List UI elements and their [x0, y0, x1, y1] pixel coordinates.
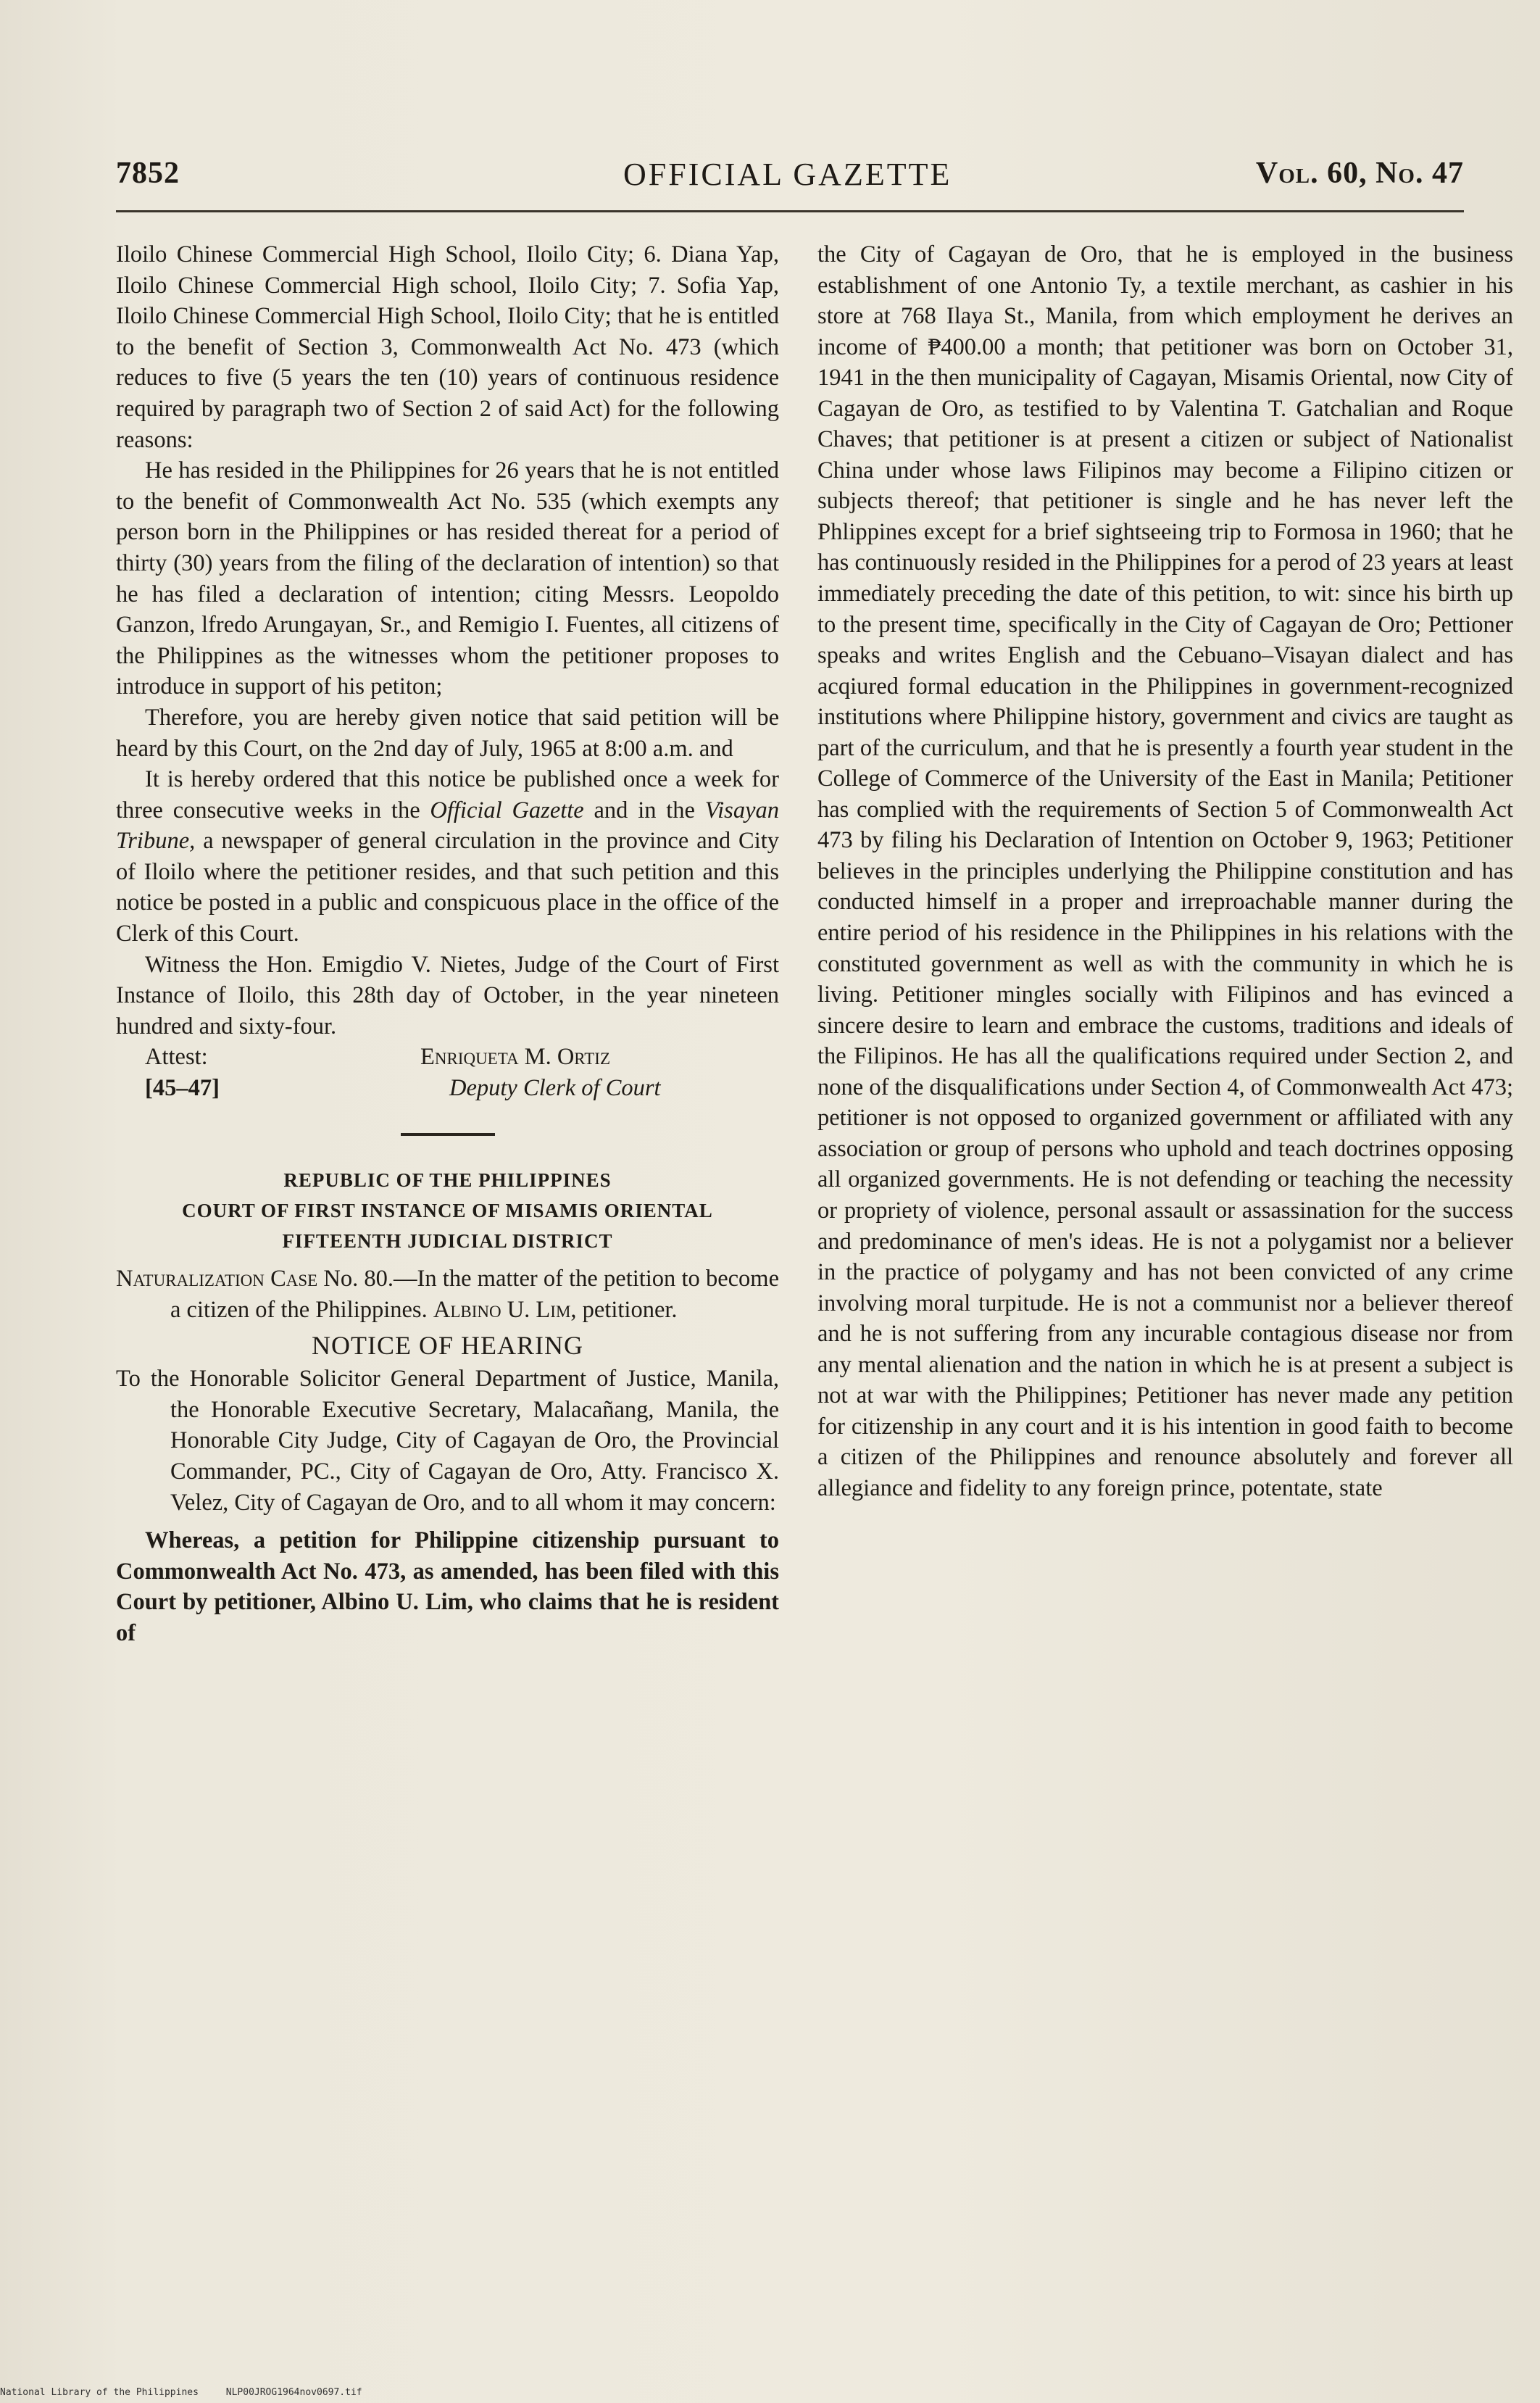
scan-filename: NLP00JROG1964nov0697.tif — [225, 2387, 362, 2398]
case-title: Naturalization Case No. 80.—In the matter of the petition to become a citizen of the Philippines. Albino U. Lim, petitioner. — [116, 1266, 780, 1324]
publication-title: OFFICIAL GAZETTE — [623, 157, 952, 192]
signatory-title: Deputy Clerk of Court — [449, 1075, 661, 1102]
attest-row-2 — [116, 1073, 779, 1104]
library-credit: National Library of the Philippines — [0, 2387, 199, 2398]
petition-body: the City of Cagayan de Oro, that he is employed in the business establishment of one Antonio Ty, a textile merchant, as cashier in his store at 768 Ilaya St., Manila, from which employment he derives an income of ₱400.00 a month; that petitioner was born on October 31, 1941 in the then municipality of Cagayan, Misamis Oriental, now City of Cagayan de Oro, as testified to by Valentina T. Gatchalian and Roque Chaves; that petitioner is at present a citizen or subject of Nationalist China under whose laws Filipinos may become a Filipino citizen or subjects thereof; that petitioner is single and he has never left the Phlippines except for a brief sightseeing trip to Formosa in 1960; that he has continuously resided in the Philippines for a perod of 23 years at least immediately preceding the date of this petition, to wit: since his birth up to the present time, specifically in the City of Cagayan de Oro; Pettioner speaks and writes English and the Cebuano–Visayan dialect and has acqiured formal education in the Philippines in government-recognized institutions where Philippine history, government and civics are taught as part of the curriculum, and that he is presently a fourth year student in the College of Commerce of the University of the East in Manila; Petitioner has complied with the requirements of Section 5 of Commonwealth Act 473 by filing his Declaration of Intention on October 9, 1963; Petitioner believes in the principles underlying the Philippine constitution and has conducted himself in a proper and irreproachable manner during the entire period of his residence in the Philippines in his relations with the constituted government as well as with the community in which he is living. Petitioner mingles socially with Filipinos and has evinced a sincere desire to learn and embrace the customs, traditions and ideals of the Filipinos. He has all the qualifications required under Section 2, and none of the disqualifications under Section 4, of Commonwealth Act 473; petitioner is not opposed to organized government or affiliated with any association or group of persons who uphold and teach doctrines opposing all organized governments. He is not defending or teaching the necessity or propriety of violence, personal assault or assassination for the success and predominance of men's ideas. He is not a polygamist nor a believer in the practice of polygamy and has not been convicted of any crime involving moral turpitude. He is not a communist nor a believer thereof and he is not suffering from any incurable contagious disease nor from any mental alienation and the nation in which he is at present a subject is not at war with the Philippines; Petitioner has never made any petition for citizenship in any court and it is his intention in good faith to become a citizen of the Philippines and renounce absolutely and forever all allegiance and fidelity to any foreign prince, potentate, state — [817, 241, 1513, 1501]
paragraph-witness: Witness the Hon. Emigdio V. Nietes, Judge of the Court of First Instance of Iloilo, this 28th day of October, in the year nineteen hundred and sixty-four. — [116, 951, 779, 1039]
attest-signatory: Enriqueta M. Ortiz — [420, 1044, 611, 1071]
attest-row — [116, 1042, 779, 1073]
court-caption: REPUBLIC OF THE PHILIPPINES COURT OF FIRST INSTANCE OF MISAMIS ORIENTAL FIFTEENTH JUDICIAL DISTRICT — [182, 1169, 713, 1253]
whereas-paragraph: Whereas, a petition for Philippine citizenship pursuant to Commonwealth Act No. 473, as amended, has been filed with this Court by petitioner, Albino U. Lim, who claims that he is resident of — [116, 1527, 779, 1646]
left-column — [116, 239, 779, 1649]
section-divider — [401, 1133, 495, 1136]
paragraph-publication-order: It is hereby ordered that this notice be published once a week for three consecutive weeks in the Official Gazette and in the Visayan Tribune, a newspaper of general circulation in the province and City of Iloilo where the petitioner resides, and that such petition and this notice be posted in a public and conspicuous place in the office of the Clerk of this Court. — [116, 766, 780, 947]
paragraph-residence: He has resided in the Philippines for 26 years that he is not entitled to the benefit of Commonwealth Act No. 535 (which exempts any person born in the Philippines or has resided thereat for a period of thirty (30) years from the filing of the declaration of intention) so that he has filed a declaration of intention; citing Messrs. Leopoldo Ganzon, lfredo Arungayan, Sr., and Remigio I. Fuentes, all citizens of the Philippines as the witnesses whom the petitioner proposes to introduce in support of his petiton; — [116, 457, 779, 700]
volume-issue: Vol. 60, No. 47 — [1255, 157, 1464, 190]
paragraph-hearing-date: Therefore, you are hereby given notice that said petition will be heard by this Court, on the 2nd day of July, 1965 at 8:00 a.m. and — [116, 704, 779, 762]
page-header — [116, 156, 1464, 199]
official-gazette-ref: Official Gazette — [430, 797, 584, 823]
attest-label: Attest: — [145, 1044, 208, 1071]
visayan-tribune-ref: Visayan Tribune, — [116, 797, 779, 855]
paragraph-dependents: Iloilo Chinese Commercial High School, Iloilo City; 6. Diana Yap, Iloilo Chinese Commercial High school, Iloilo City; 7. Sofia Yap, Iloilo Chinese Commercial High School, Iloilo City; that he is entitled to the benefit of Section 3, Commonwealth Act No. 473 (which reduces to five (5 years the ten (10) years of continuous residence required by paragraph two of Section 2 of said Act) for the following reasons: — [116, 241, 779, 453]
page-number: 7852 — [116, 157, 180, 190]
right-column — [817, 239, 1513, 1503]
header-rule — [116, 210, 1464, 212]
scan-footer — [0, 2387, 384, 2398]
issue-reference: [45–47] — [145, 1075, 220, 1102]
notice-heading: NOTICE OF HEARING — [312, 1330, 583, 1360]
addressee-paragraph: To the Honorable Solicitor General Department of Justice, Manila, the Honorable Executive Secretary, Malacañang, Manila, the Honorable City Judge, City of Cagayan de Oro, the Provincial Commander, PC., City of Cagayan de Oro, Atty. Francisco X. Velez, City of Cagayan de Oro, and to all whom it may concern: — [116, 1366, 779, 1516]
